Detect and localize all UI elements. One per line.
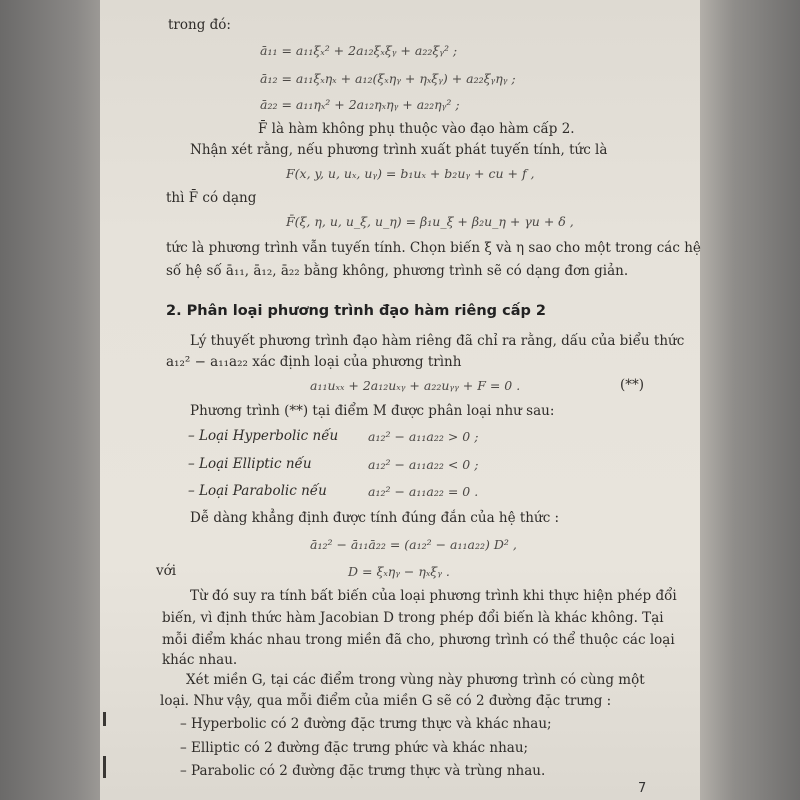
page-number: 7 [638, 781, 647, 796]
condition-parabolic: a₁₂² − a₁₁a₂₂ = 0 . [368, 484, 479, 499]
text-tu-do-3: mỗi điểm khác nhau trong miền đã cho, phương trình có thể thuộc các loại [162, 632, 675, 648]
text-xet-2: loại. Như vậy, qua mỗi điểm của miền G sẽ có 2 đường đặc trưng : [160, 693, 612, 709]
book-page [100, 0, 700, 800]
text-voi: với [156, 563, 177, 579]
text-so-he-so: số hệ số ā₁₁, ā₁₂, ā₂₂ bằng không, phương trình sẽ có dạng đơn giản. [166, 263, 629, 279]
label-hyperbolic: – Loại Hyperbolic nếu [188, 428, 339, 444]
text-nhan-xet: Nhận xét rằng, nếu phương trình xuất phát tuyến tính, tức là [190, 142, 608, 158]
text-tu-do-4: khác nhau. [162, 652, 238, 668]
equation-D: D = ξₓηᵧ − ηₓξᵧ . [348, 564, 450, 579]
label-elliptic: – Loại Elliptic nếu [188, 456, 312, 472]
text-de-dang: Dễ dàng khẳng định được tính đúng đắn của hệ thức : [190, 510, 560, 526]
equation-identity: ā₁₂² − ā₁₁ā₂₂ = (a₁₂² − a₁₁a₂₂) D² , [310, 537, 517, 552]
equation-a22: ā₂₂ = a₁₁ηₓ² + 2a₁₂ηₓηᵧ + a₂₂ηᵧ² ; [260, 97, 460, 112]
text-phan-loai: Phương trình (**) tại điểm M được phân loại như sau: [190, 403, 555, 419]
equation-main-label: (**) [620, 377, 645, 393]
equation-Fbar: F̄(ξ, η, u, u_ξ, u_η) = β₁u_ξ + β₂u_η + γu + δ , [286, 214, 574, 229]
margin-mark [103, 712, 106, 726]
bullet-elliptic: – Elliptic có 2 đường đặc trưng phức và khác nhau; [180, 740, 529, 756]
text-tu-do-2: biến, vì định thức hàm Jacobian D trong phép đổi biến là khác không. Tại [162, 610, 664, 626]
equation-main: a₁₁uₓₓ + 2a₁₂uₓᵧ + a₂₂uᵧᵧ + F = 0 . [310, 378, 521, 393]
background-left [0, 0, 108, 800]
section-heading: 2. Phân loại phương trình đạo hàm riêng cấp 2 [166, 303, 547, 319]
bullet-hyperbolic: – Hyperbolic có 2 đường đặc trưng thực và khác nhau; [180, 716, 552, 732]
text-thi: thì F̄ có dạng [166, 190, 257, 206]
text-xet-1: Xét miền G, tại các điểm trong vùng này phương trình có cùng một [186, 672, 645, 688]
equation-a11: ā₁₁ = a₁₁ξₓ² + 2a₁₂ξₓξᵧ + a₂₂ξᵧ² ; [260, 43, 458, 58]
text-tuc-la: tức là phương trình vẫn tuyến tính. Chọn biến ξ và η sao cho một trong các hệ [166, 240, 701, 256]
equation-a12: ā₁₂ = a₁₁ξₓηₓ + a₁₂(ξₓηᵧ + ηₓξᵧ) + a₂₂ξᵧηᵧ ; [260, 71, 516, 86]
text-trong-do: trong đó: [168, 17, 231, 33]
text-ly-thuyet: Lý thuyết phương trình đạo hàm riêng đã chỉ ra rằng, dấu của biểu thức [190, 333, 685, 349]
equation-F: F(x, y, u, uₓ, uᵧ) = b₁uₓ + b₂uᵧ + cu + f , [286, 166, 535, 181]
background-right [690, 0, 800, 800]
label-parabolic: – Loại Parabolic nếu [188, 483, 327, 499]
text-tu-do-1: Từ đó suy ra tính bất biến của loại phương trình khi thực hiện phép đổi [190, 588, 677, 604]
margin-mark [103, 756, 106, 778]
condition-elliptic: a₁₂² − a₁₁a₂₂ < 0 ; [368, 457, 479, 472]
text-bieu-thuc: a₁₂² − a₁₁a₂₂ xác định loại của phương trình [166, 354, 462, 370]
condition-hyperbolic: a₁₂² − a₁₁a₂₂ > 0 ; [368, 429, 479, 444]
bullet-parabolic: – Parabolic có 2 đường đặc trưng thực và trùng nhau. [180, 763, 546, 779]
text-fbar: F̄ là hàm không phụ thuộc vào đạo hàm cấp 2. [258, 121, 575, 137]
